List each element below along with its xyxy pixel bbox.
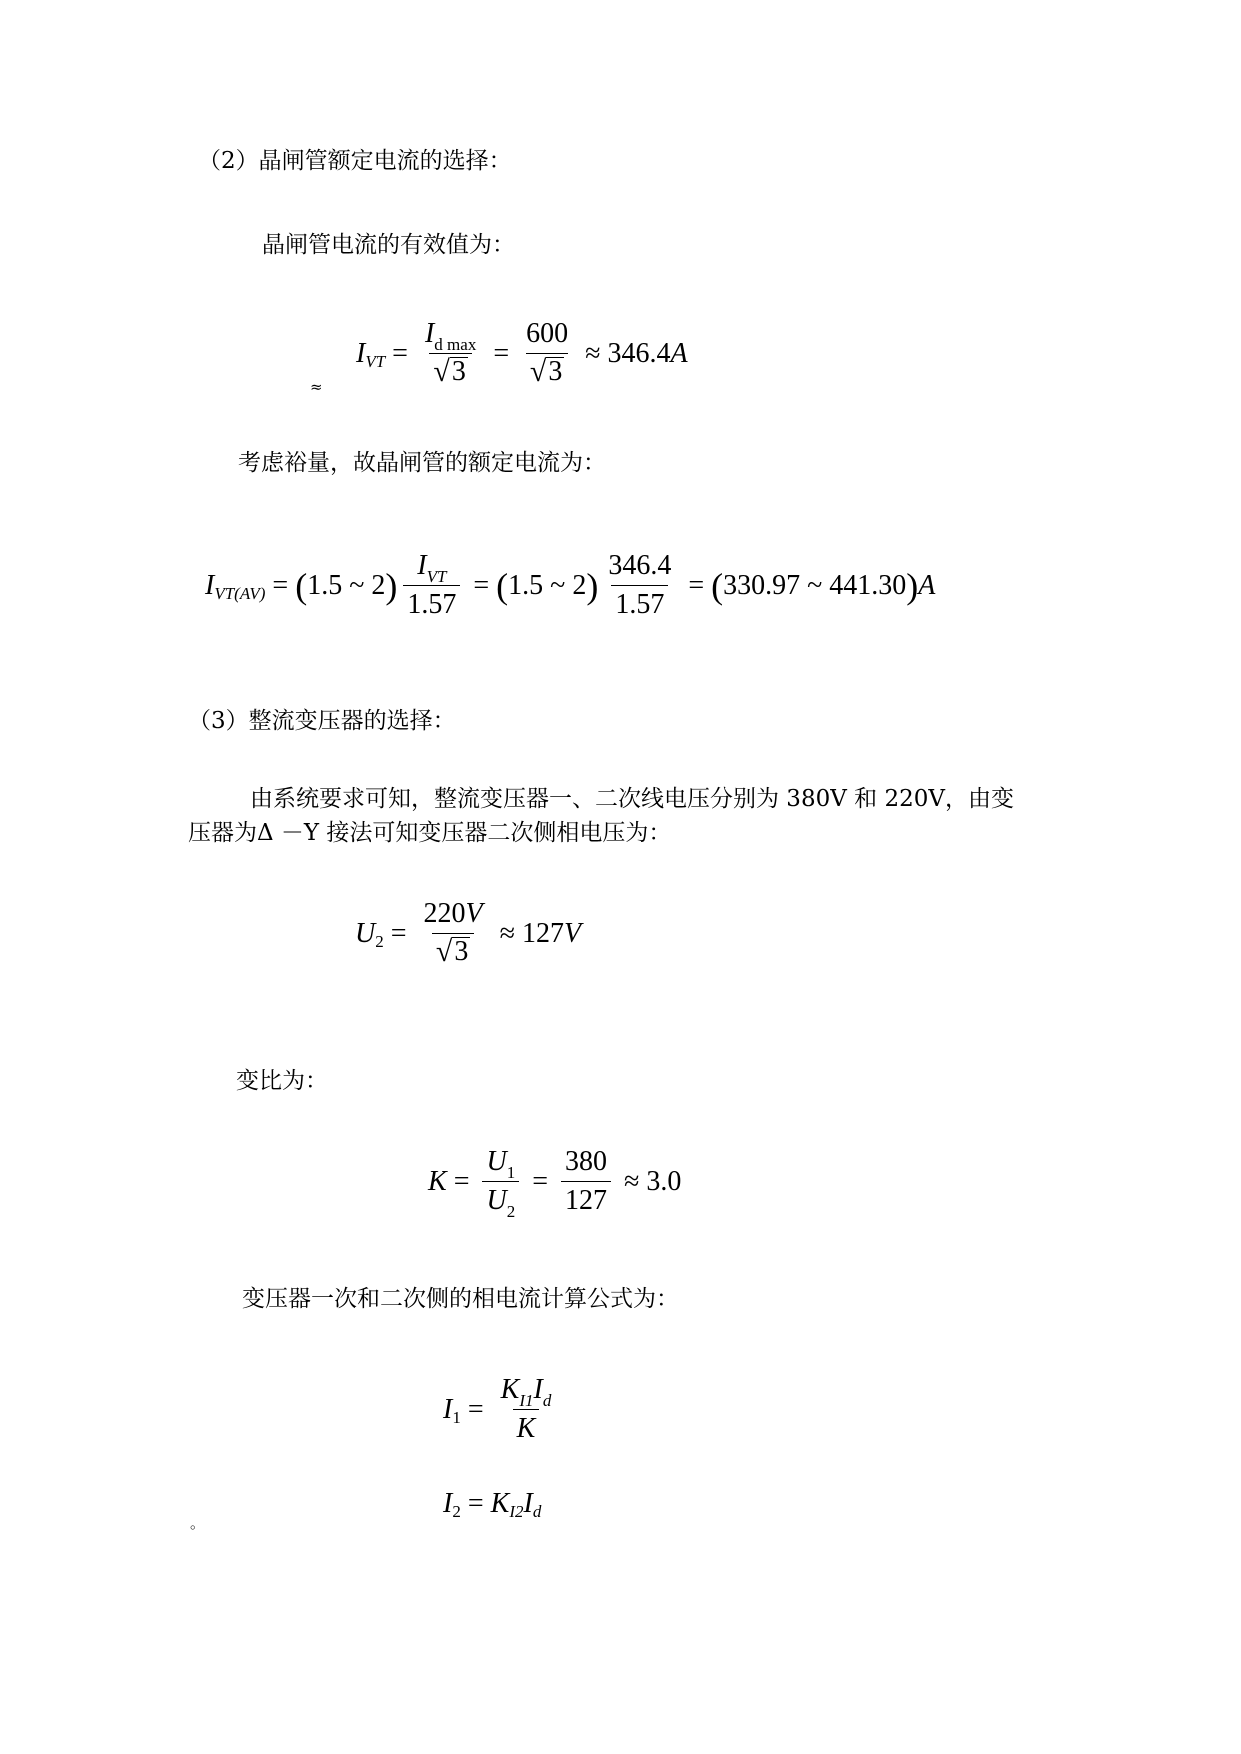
eq1-fraction-2 [522,318,572,389]
section-3-paragraph-ratio: 变比为： [236,1068,328,1094]
equation-k: K = $\frac{U_1}{U_2}$ = $\frac{380}{127}$ ≈ 3.0 [428,1146,682,1221]
sqrt-symbol: √ 3 [433,355,466,388]
eq6-k-subscript: I2 [509,1502,524,1521]
eq6-lhs-subscript: 2 [452,1502,461,1521]
eq2-open-paren: ( [295,565,308,606]
eq1-frac1-denominator: 3 [451,356,466,387]
section-3-paragraph-current: 变压器一次和二次侧的相电流计算公式为： [242,1286,679,1312]
eq3-lhs-subscript: 2 [375,931,384,951]
eq1-fraction-1 [421,318,480,389]
eq2-lhs-symbol: I [205,569,215,601]
eq6-equals: = [467,1488,484,1519]
equation-ivt-rms: I VT = $I_{d max}$ √ 3 = 600 √ 3 ≈ 346.4 A [356,318,688,388]
eq2-frac1-denominator: 1.57 [403,585,460,621]
eq2-equals: = [272,569,289,601]
section-2-heading: （2）晶闸管额定电流的选择： [198,148,512,174]
eq4-frac2-numerator: 380 [565,1146,608,1177]
eq1-frac1-numerator-subscript: d max [434,335,477,354]
eq2-result-range: 330.97 ~ 441.30 [723,569,907,601]
eq4-lhs-symbol: K [428,1165,447,1197]
eq4-result: 3.0 [646,1165,682,1197]
equation-u2 [355,898,581,969]
eq2-unit: A [918,569,936,601]
stray-approx-mark: ≈ [310,378,323,396]
eq4-frac1-numerator-symbol: U [486,1146,507,1177]
eq5-equals: = [467,1393,484,1425]
eq1-lhs-subscript: VT [365,351,386,371]
eq3-denominator: 3 [454,936,469,967]
eq5-denominator: K [513,1409,540,1445]
sqrt-symbol: √ 3 [529,355,563,388]
eq2-fraction-2 [604,550,675,621]
eq2-frac1-numerator-subscript: VT [426,567,447,586]
eq4-frac2-denominator: 127 [561,1181,611,1217]
eq2-range-2: 1.5 ~ 2 [508,569,587,601]
eq3-numerator-unit: V [465,898,483,929]
section-3-paragraph-line2: 压器为Δ －Y 接法可知变压器二次侧相电压为： [188,820,672,846]
section-2-paragraph-rated: 考虑裕量，故晶闸管的额定电流为： [238,450,606,476]
eq3-numerator-value: 220 [423,898,466,929]
eq2-frac2-numerator: 346.4 [608,550,672,581]
eq4-approx: ≈ [624,1165,640,1197]
eq6-i: I [523,1488,533,1519]
sqrt-symbol: √ 3 [435,935,469,968]
eq1-equals: = [392,337,408,369]
equation-i1 [443,1374,561,1445]
eq3-equals: = [390,917,407,949]
eq4-frac1-denominator-symbol: U [486,1185,507,1216]
eq5-fraction [497,1374,556,1445]
equation-i2 [443,1488,541,1520]
eq2-close-paren: ) [385,565,398,606]
stray-bottom-mark: 。 [190,1514,206,1532]
eq3-result: 127 [522,917,565,949]
eq6-i-subscript: d [532,1502,542,1521]
eq6-lhs-symbol: I [443,1488,453,1519]
eq1-frac2-numerator: 600 [526,318,569,349]
section-3-heading: （3）整流变压器的选择： [188,708,456,734]
eq6-k: K [490,1488,510,1519]
eq4-frac1-denominator-subscript: 2 [506,1202,516,1221]
eq1-approx: ≈ [585,337,601,369]
eq5-numerator-i-subscript: d [542,1391,552,1410]
eq2-lhs-subscript: VT(AV) [214,583,266,603]
eq3-lhs-symbol: U [355,917,376,949]
eq5-numerator-k: K [500,1374,520,1405]
eq1-unit: A [670,337,688,369]
equation-ivt-av: I VT(AV) = ( 1.5 ~ 2 ) $\frac{I_{VT}}{1.57}$ = ( 1.5 ~ 2 ) $\frac{346.4}{1.57}$ = ( 330.97 ~ 441.30 ) A [205,550,936,620]
eq5-lhs-subscript: 1 [452,1407,461,1427]
eq4-fraction-2 [561,1146,611,1217]
eq4-equals: = [453,1165,470,1197]
eq4-frac1-numerator-subscript: 1 [506,1163,516,1182]
eq5-numerator-i: I [533,1374,543,1405]
section-2-paragraph-rms: 晶闸管电流的有效值为： [262,232,515,258]
eq2-frac1-numerator-symbol: I [417,550,427,581]
eq3-approx: ≈ [499,917,516,949]
eq1-lhs-symbol: I [356,337,366,369]
eq3-fraction [420,898,487,969]
eq1-frac2-denominator: 3 [548,356,563,387]
eq3-unit: V [564,917,582,949]
eq5-lhs-symbol: I [443,1393,453,1425]
section-3-paragraph-line1: 由系统要求可知，整流变压器一、二次线电压分别为 380V 和 220V，由变 [250,786,1014,812]
eq4-fraction-1 [482,1146,519,1221]
eq1-result: 346.4 [607,337,671,369]
eq2-frac2-denominator: 1.57 [611,585,668,621]
eq5-numerator-k-subscript: I1 [519,1391,534,1410]
eq2-fraction-1 [403,550,460,621]
eq2-range-1: 1.5 ~ 2 [307,569,386,601]
eq1-frac1-numerator-symbol: I [424,318,435,349]
